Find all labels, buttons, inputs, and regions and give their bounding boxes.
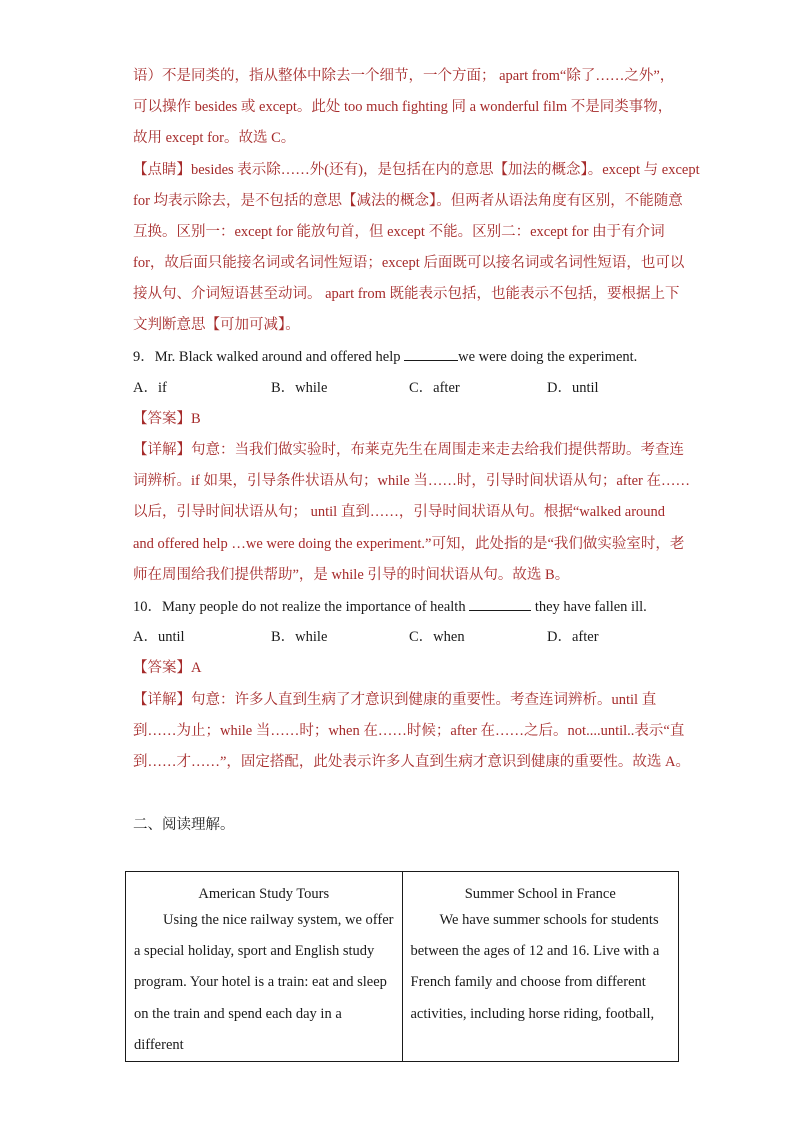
q10-option-a: A．until [133, 629, 185, 645]
q10-answer [133, 658, 201, 678]
q9-answer [133, 409, 201, 429]
right-cell-title: Summer School in France [464, 886, 616, 902]
q9-detail-line-4: and offered help …we were doing the experiment.”可知，此处指的是“我们做实验室时，老 [133, 536, 685, 552]
right-cell-body: We have summer schools for students between the ages of 12 and 16. Live with a French family and choose from different activities, including horse riding, football, [410, 912, 660, 1022]
reading-table-right-cell [402, 872, 679, 1062]
q9-detail-tag: 【详解】 [133, 442, 191, 458]
explanation-line-2: 可以操作 besides 或 except。此处 too much fighting 同 a wonderful film 不是同类事物， [133, 99, 673, 115]
note-line-6: 文判断意思【可加可减】。 [133, 317, 300, 333]
q10-stem-part-b: they have fallen ill. [531, 599, 647, 615]
note-text-1: besides 表示除……外(还有)，是包括在内的意思【加法的概念】。except 与 except [191, 162, 700, 178]
reading-table-row [126, 872, 679, 1062]
explanation-line-3: 故用 except for。故选 C。 [133, 130, 296, 146]
q10-detail-line-1 [133, 690, 656, 710]
note-tag: 【点睛】 [133, 162, 191, 178]
reading-table-left-cell [126, 872, 403, 1062]
q10-option-d: D．after [547, 629, 599, 645]
note-line-1 [133, 160, 700, 180]
q10-option-c: C．when [409, 629, 465, 645]
q9-answer-blank [404, 346, 458, 361]
note-line-3: 互换。区别一：except for 能放句首，但 except 不能。区别二：except for 由于有介词 [133, 224, 665, 240]
q9-option-c: C．after [409, 380, 460, 396]
q10-answer-value: A [191, 660, 202, 676]
q10-detail-line-2: 到……为止；while 当……时；when 在……时候；after 在……之后。not....until..表示“直 [133, 723, 685, 739]
section-2-heading: 二、阅读理解。 [133, 817, 235, 833]
q9-stem-part-b: we were doing the experiment. [458, 349, 638, 365]
explanation-line-1: 语）不是同类的，指从整体中除去一个细节，一个方面； apart from“除了……之外”， [133, 68, 675, 84]
q9-detail-line-1 [133, 440, 684, 460]
q9-detail-text-1: 句意：当我们做实验时，布莱克先生在周围走来走去给我们提供帮助。考查连 [191, 442, 684, 458]
q10-answer-tag: 【答案】 [133, 660, 191, 676]
q10-stem-part-a: 10．Many people do not realize the importance of health [133, 599, 470, 615]
q9-option-a: A．if [133, 380, 167, 396]
q10-option-b: B．while [271, 629, 328, 645]
q10-detail-tag: 【详解】 [133, 692, 191, 708]
q10-detail-text-1: 句意：许多人直到生病了才意识到健康的重要性。考查连词辨析。until 直 [191, 692, 657, 708]
left-cell-title: American Study Tours [198, 886, 330, 902]
note-line-4: for，故后面只能接名词或名词性短语；except 后面既可以接名词或名词性短语，也可以 [133, 255, 685, 271]
note-line-2: for 均表示除去，是不包括的意思【减法的概念】。但两者从语法角度有区别，不能随意 [133, 193, 683, 209]
q9-option-d: D．until [547, 380, 599, 396]
q9-detail-line-3: 以后，引导时间状语从句； until 直到……，引导时间状语从句。根据“walked around [133, 504, 666, 520]
q9-detail-line-5: 师在周围给我们提供帮助”，是 while 引导的时间状语从句。故选 B。 [133, 567, 570, 583]
q9-detail-line-2: 词辨析。if 如果，引导条件状语从句；while 当……时，引导时间状语从句；after 在…… [133, 473, 691, 489]
note-line-5: 接从句、介词短语甚至动词。 apart from 既能表示包括，也能表示不包括，要根据上下 [133, 286, 680, 302]
q9-answer-value: B [191, 411, 201, 427]
question-9-stem [133, 346, 637, 367]
q9-stem-part-a: 9．Mr. Black walked around and offered help [133, 349, 405, 365]
q10-detail-line-3: 到……才……”，固定搭配，此处表示许多人直到生病才意识到健康的重要性。故选 A。 [133, 754, 691, 770]
left-cell-body: Using the nice railway system, we offer a special holiday, sport and English study program. Your hotel is a train: eat and sleep on the train and spend each day in a different [134, 912, 394, 1053]
reading-table [125, 871, 679, 1062]
q9-answer-tag: 【答案】 [133, 411, 191, 427]
q9-option-b: B．while [271, 380, 328, 396]
q10-answer-blank [469, 596, 531, 611]
question-10-stem [133, 596, 647, 617]
